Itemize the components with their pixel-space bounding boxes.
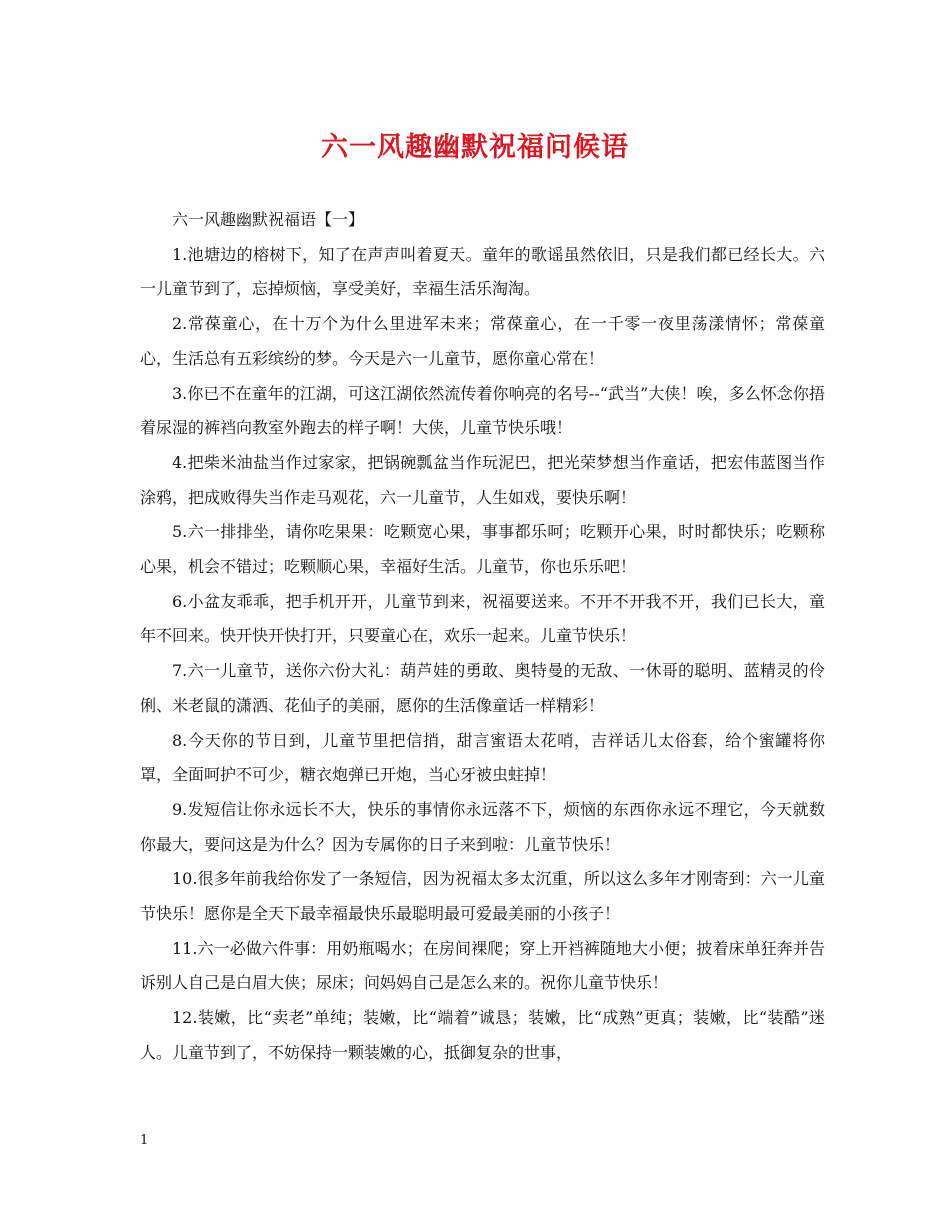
document-body (140, 203, 825, 1071)
paragraph-8: 8.今天你的节日到，儿童节里把信捎，甜言蜜语太花哨，吉祥话儿太俗套，给个蜜罐将你罩，全面呵护不可少，糖衣炮弹已开炮，当心牙被虫蛀掉！ (140, 730, 825, 785)
paragraph-4: 4.把柴米油盐当作过家家，把锅碗瓢盆当作玩泥巴，把光荣梦想当作童话，把宏伟蓝图当作涂鸦，把成败得失当作走马观花，六一儿童节，人生如戏，要快乐啊！ (140, 452, 825, 507)
paragraph-5: 5.六一排排坐，请你吃果果：吃颗宽心果，事事都乐呵；吃颗开心果，时时都快乐；吃颗称心果，机会不错过；吃颗顺心果，幸福好生活。儿童节，你也乐乐吧！ (140, 522, 825, 577)
section-subheading: 六一风趣幽默祝福语【一】 (172, 210, 365, 229)
paragraph-7: 7.六一儿童节，送你六份大礼：葫芦娃的勇敢、奥特曼的无敌、一休哥的聪明、蓝精灵的伶俐、米老鼠的潇洒、花仙子的美丽，愿你的生活像童话一样精彩！ (140, 661, 825, 715)
page-number: 1 (140, 1133, 149, 1148)
paragraph-6: 6.小盆友乖乖，把手机开开，儿童节到来，祝福要送来。不开不开我不开，我们已长大，童年不回来。快开快开快打开，只要童心在，欢乐一起来。儿童节快乐！ (140, 591, 825, 646)
paragraph-10: 10.很多年前我给你发了一条短信，因为祝福太多太沉重，所以这么多年才刚寄到：六一儿童节快乐！愿你是全天下最幸福最快乐最聪明最可爱最美丽的小孩子！ (140, 869, 825, 924)
paragraph-12: 12.装嫩，比“卖老”单纯；装嫩，比“端着”诚恳；装嫩，比“成熟”更真；装嫩，比“装酷”迷人。儿童节到了，不妨保持一颗装嫩的心，抵御复杂的世事， (140, 1008, 825, 1062)
paragraph-2: 2.常葆童心，在十万个为什么里进军未来；常葆童心，在一千零一夜里荡漾情怀；常葆童心，生活总有五彩缤纷的梦。今天是六一儿童节，愿你童心常在！ (140, 314, 825, 368)
paragraph-9: 9.发短信让你永远长不大，快乐的事情你永远落不下，烦恼的东西你永远不理它，今天就数你最大，要问这是为什么？因为专属你的日子来到啦：儿童节快乐！ (140, 799, 825, 854)
paragraph-11: 11.六一必做六件事：用奶瓶喝水；在房间裸爬；穿上开裆裤随地大小便；披着床单狂奔并告诉别人自己是白眉大侠；尿床；问妈妈自己是怎么来的。祝你儿童节快乐！ (140, 938, 825, 993)
paragraph-1: 1.池塘边的榕树下，知了在声声叫着夏天。童年的歌谣虽然依旧，只是我们都已经长大。六一儿童节到了，忘掉烦恼，享受美好，幸福生活乐淘淘。 (140, 244, 825, 299)
paragraph-3: 3.你已不在童年的江湖，可这江湖依然流传着你响亮的名号--“武当”大侠！唉，多么怀念你捂着尿湿的裤裆向教室外跑去的样子啊！大侠，儿童节快乐哦！ (140, 383, 825, 438)
document-title: 六一风趣幽默祝福问候语 (321, 132, 629, 163)
